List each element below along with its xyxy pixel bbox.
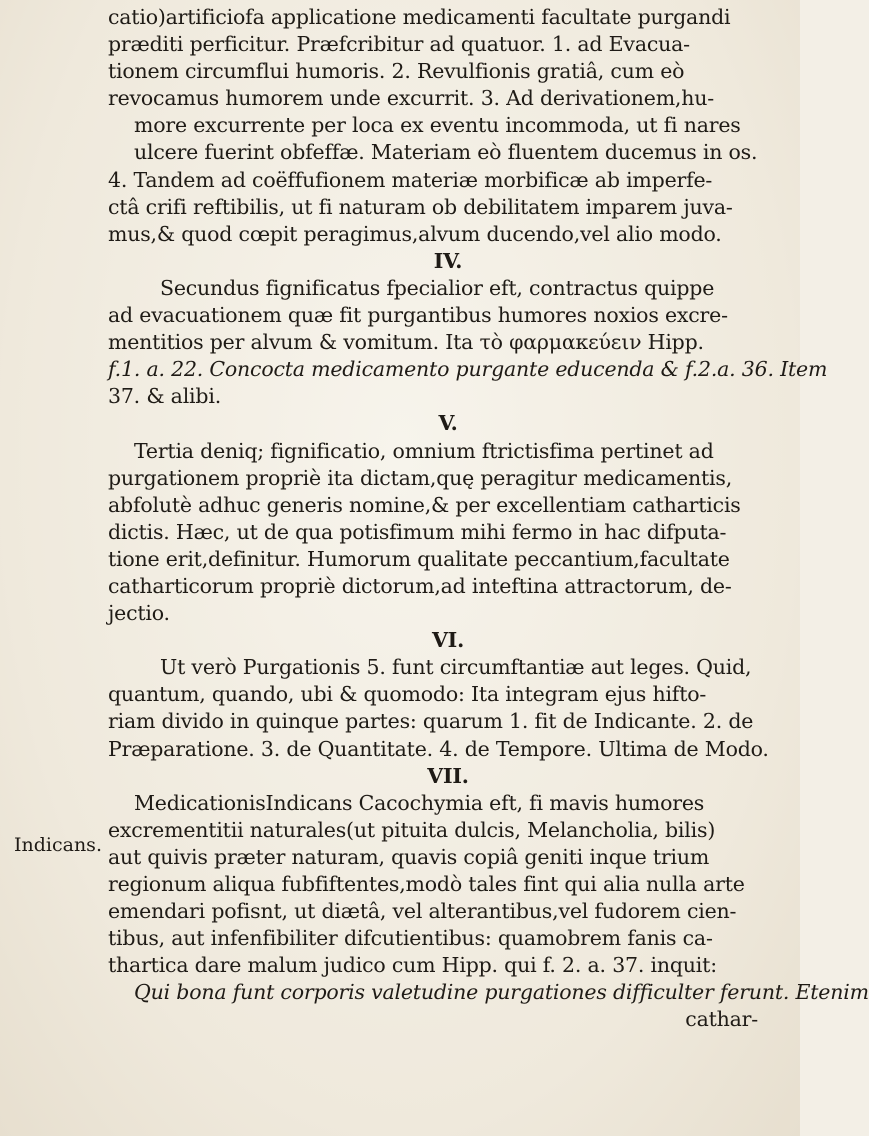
text-line: more excurrente per loca ex eventu incommoda, ut fi nares — [134, 113, 741, 138]
page-text — [108, 4, 869, 1034]
text-line: thartica dare malum judico cum Hipp. qui f. 2. a. 37. inquit: — [108, 953, 717, 978]
text-line: aut quivis præter naturam, quavis copiâ geniti inque trium — [108, 844, 710, 869]
text-line: ctâ crifi reftibilis, ut fi naturam ob debilitatem imparem juva- — [108, 194, 733, 219]
text-line: Tertia deniq; fignificatio, omnium ftrictisfima pertinet ad — [134, 438, 714, 463]
section-number: VI. — [431, 628, 465, 653]
text-line: quantum, quando, ubi & quomodo: Ita integram ejus hifto- — [108, 682, 707, 707]
section-number: V. — [438, 411, 458, 436]
text-line: f.1. a. 22. Concocta medicamento purgante educenda & f.2.a. 36. Item — [108, 357, 828, 382]
text-line: tibus, aut infenfibiliter difcutientibus: quamobrem fanis ca- — [108, 926, 713, 951]
text-line: jectio. — [108, 601, 170, 626]
text-line: riam divido in quinque partes: quarum 1. fit de Indicante. 2. de — [108, 709, 754, 734]
catchword: cathar- — [685, 1007, 758, 1032]
text-line: mentitios per alvum & vomitum. Ita τὸ φαρμακεύειν Hipp. — [108, 330, 704, 355]
text-line: 37. & alibi. — [108, 384, 222, 409]
text-line: Præparatione. 3. de Quantitate. 4. de Tempore. Ultima de Modo. — [108, 736, 769, 761]
text-line: præditi perficitur. Præfcribitur ad quatuor. 1. ad Evacua- — [108, 32, 690, 57]
text-line: ulcere fuerint obfeffæ. Materiam eò fluentem ducemus in os. — [134, 140, 758, 165]
text-line: excrementitii naturales(ut pituita dulcis, Melancholia, bilis) — [108, 817, 716, 842]
text-line: ad evacuationem quæ fit purgantibus humores noxios excre- — [108, 303, 728, 328]
text-line: regionum aliqua fubfiftentes,modò tales fint qui alia nulla arte — [108, 872, 745, 896]
text-line: emendari pofisnt, ut diætâ, vel alterantibus,vel fudorem cien- — [108, 899, 737, 924]
text-line: purgationem propriè ita dictam,quę peragitur medicamentis, — [108, 465, 733, 490]
text-line: tionem circumflui humoris. 2. Revulfionis gratiâ, cum eò — [108, 59, 685, 84]
text-line: Secundus fignificatus fpecialior eft, contractus quippe — [160, 275, 715, 300]
text-line: catio)artificiofa applicatione medicamenti facultate purgandi — [108, 5, 731, 29]
text-line: revocamus humorem unde excurrit. 3. Ad derivationem,hu- — [108, 86, 714, 111]
section-number: VII. — [427, 763, 469, 788]
text-line: dictis. Hæc, ut de qua potisfimum mihi fermo in hac difputa- — [108, 519, 727, 544]
text-line: Qui bona funt corporis valetudine purgationes difficulter ferunt. Etenim — [134, 980, 869, 1005]
text-line: abfolutè adhuc generis nomine,& per excellentiam catharticis — [108, 492, 741, 517]
text-line: catharticorum propriè dictorum,ad inteftina attractorum, de- — [108, 573, 732, 598]
text-line: Ut verò Purgationis 5. funt circumftantiæ aut leges. Quid, — [160, 655, 752, 680]
margin-note: Indicans. — [14, 834, 102, 856]
text-line: mus,& quod cœpit peragimus,alvum ducendo,vel alio modo. — [108, 221, 722, 246]
text-line: 4. Tandem ad coëffufionem materiæ morbificæ ab imperfe- — [108, 167, 713, 192]
section-number: IV. — [433, 248, 463, 273]
text-line: MedicationisIndicans Cacochymia eft, fi mavis humores — [134, 790, 705, 815]
text-line: tione erit,definitur. Humorum qualitate peccantium,facultate — [108, 546, 730, 571]
